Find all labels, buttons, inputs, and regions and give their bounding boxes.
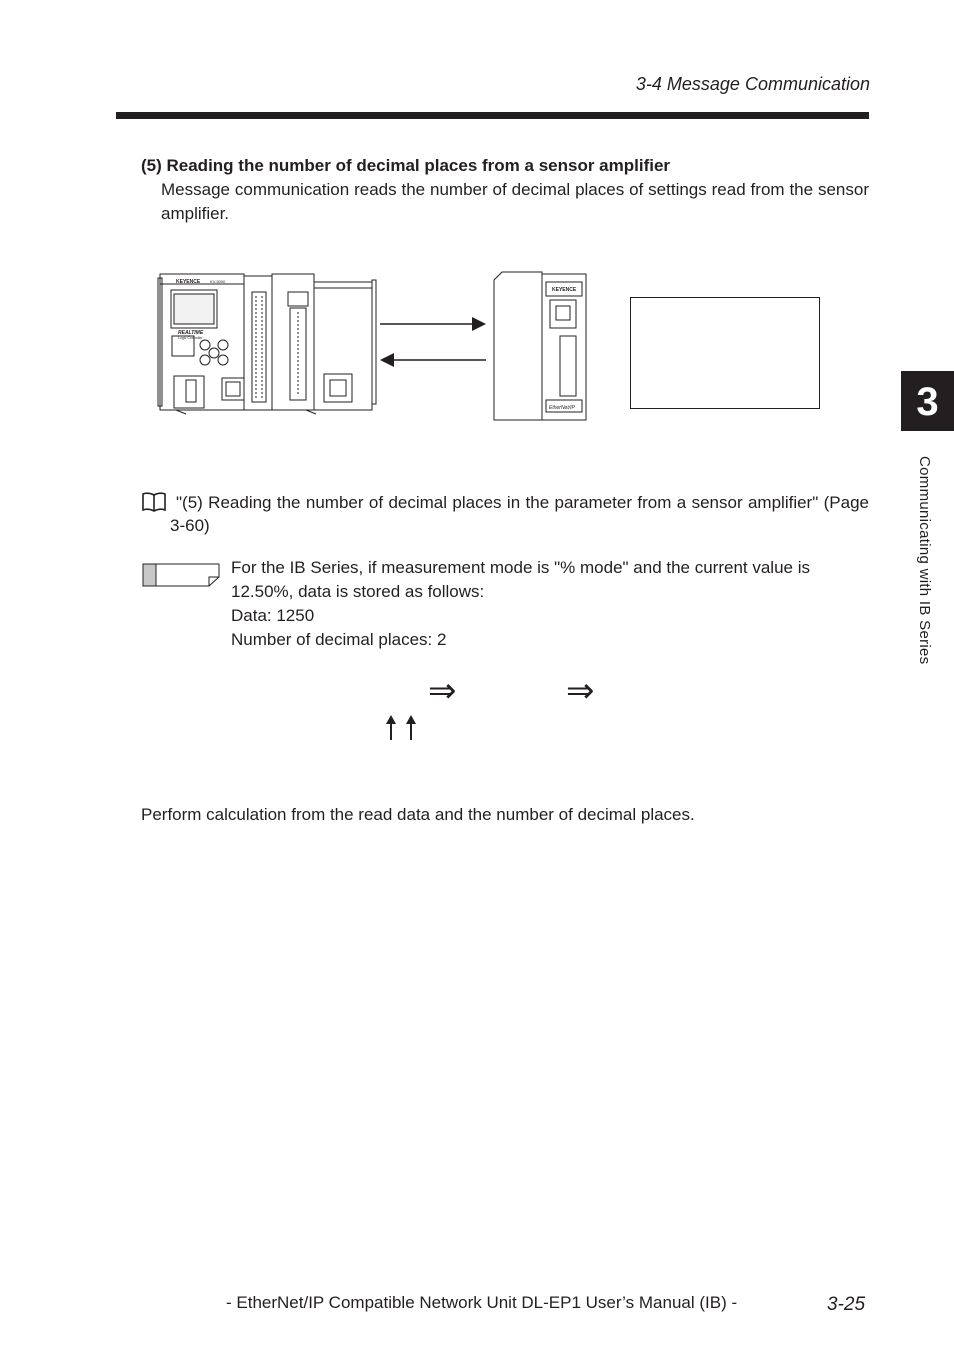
network-unit-illustration: [492, 270, 592, 424]
header-rule: [116, 112, 869, 119]
header-section-title: 3-4 Message Communication: [635, 74, 870, 94]
note-line-2: Data: 1250: [231, 606, 315, 625]
page-number: 3-25: [827, 1294, 866, 1315]
footer-manual-title: - EtherNet/IP Compatible Network Unit DL-EP1 User’s Manual (IB) -: [226, 1293, 738, 1312]
reference-text: "(5) Reading the number of decimal places in the parameter from a sensor amplifier" (Page 3-60): [170, 493, 869, 535]
plc-subtitle-label: Logic Controller: [178, 336, 203, 340]
implies-arrow-1: ⇒: [428, 672, 457, 710]
up-arrows: [383, 714, 419, 742]
note-icon: [142, 563, 220, 587]
unit-brand-label: KEYENCE: [552, 287, 577, 293]
chapter-side-label: Communicating with IB Series: [916, 456, 933, 665]
note-line-3: Number of decimal places: 2: [231, 630, 447, 649]
book-icon: [141, 491, 167, 513]
section-heading: (5) Reading the number of decimal places from a sensor amplifier: [141, 156, 671, 175]
plc-illustration: [156, 268, 378, 416]
plc-logo-label: REALTIME: [178, 330, 204, 336]
plc-model-label: KV-5000: [210, 279, 226, 284]
send-arrow: [378, 314, 488, 334]
section-body: Message communication reads the number of decimal places of settings read from the sensor amplifier.: [161, 180, 869, 223]
unit-logo-label: EtherNet/IP: [549, 405, 575, 411]
note-block: [231, 556, 871, 652]
calculation-text: Perform calculation from the read data and the number of decimal places.: [141, 805, 695, 824]
implies-arrow-2: ⇒: [566, 672, 595, 710]
sensor-amplifier-frame: [630, 297, 820, 409]
receive-arrow: [378, 350, 488, 370]
plc-brand-label: KEYENCE: [176, 279, 201, 285]
chapter-tab: 3: [901, 371, 954, 431]
note-line-1: For the IB Series, if measurement mode is "% mode" and the current value is 12.50%, data is stored as follows:: [231, 558, 810, 601]
